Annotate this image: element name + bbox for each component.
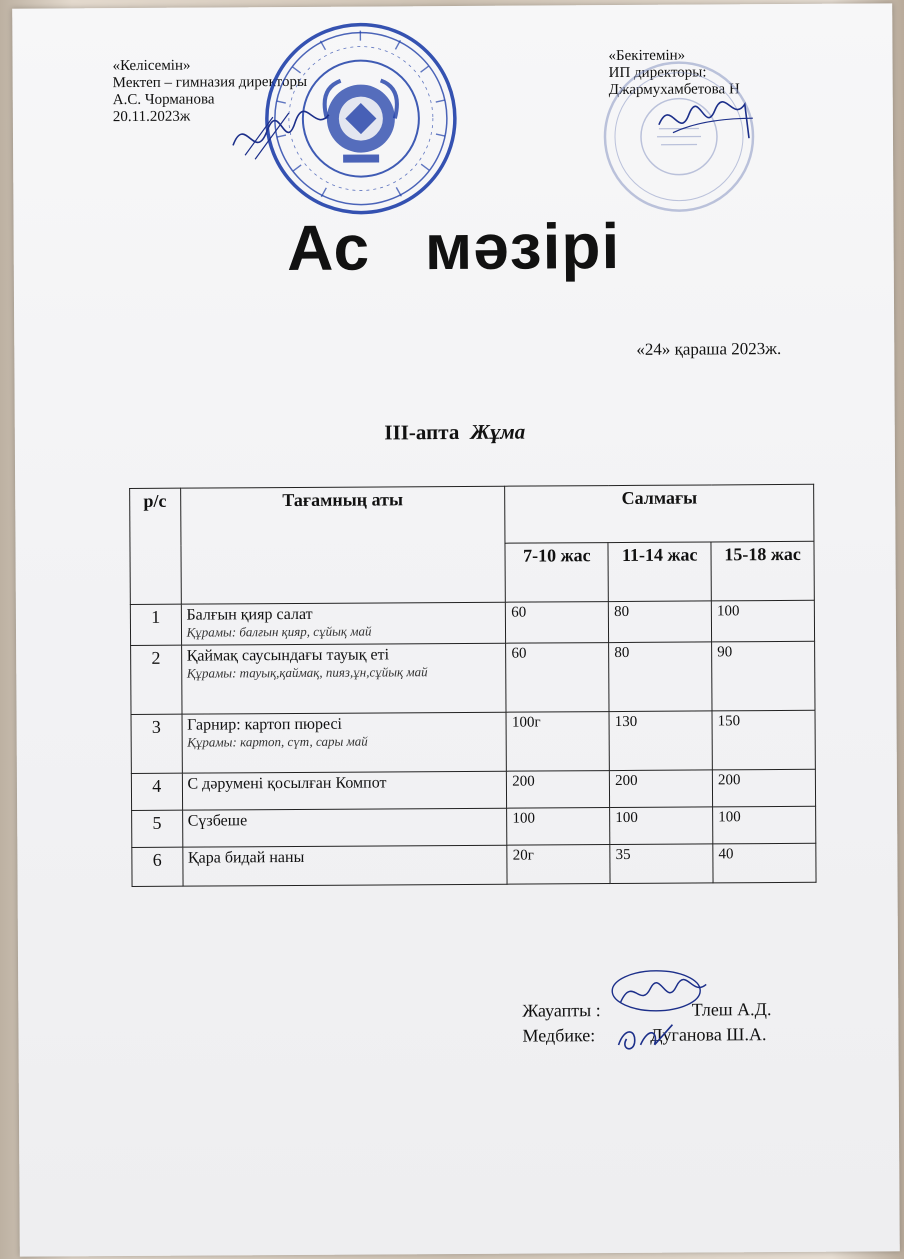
weight-7-10: 60: [506, 643, 609, 713]
dish-composition: Құрамы: тауық,қаймақ, пияз,ұн,сұйық май: [186, 664, 428, 681]
weight-7-10: 100: [507, 808, 610, 846]
weight-11-14: 130: [609, 711, 712, 771]
dish-composition: Құрамы: картоп, сүт, сары май: [187, 733, 368, 750]
approval-right-label: «Бекітемін»: [608, 47, 686, 65]
weight-15-18: 100: [713, 806, 816, 844]
dish-name: Балғын қияр салат: [186, 605, 313, 624]
document-page: [12, 3, 900, 1256]
row-number: 2: [131, 645, 182, 714]
dish-cell: [181, 643, 506, 714]
header-age-15-18: 15-18 жас: [711, 541, 814, 601]
week-day: Жұма: [470, 419, 526, 444]
weight-11-14: 80: [609, 601, 712, 643]
weight-7-10: 100г: [506, 712, 609, 772]
nurse-label: Медбике:: [522, 1025, 596, 1046]
table-row: [131, 769, 815, 810]
table-row: [131, 641, 815, 714]
weight-15-18: 40: [713, 843, 816, 883]
director-signature: [225, 93, 335, 174]
row-number: 6: [132, 847, 183, 886]
week-heading: [15, 417, 895, 447]
weight-11-14: 35: [610, 844, 713, 884]
dish-name: Қара бидай наны: [187, 848, 305, 867]
header-age-7-10: 7-10 жас: [505, 543, 608, 603]
menu-table: [129, 484, 816, 887]
dish-cell: [182, 771, 507, 810]
table-row: [132, 806, 816, 847]
table-row: [131, 710, 815, 773]
responsible-name: Тлеш А.Д.: [691, 999, 772, 1020]
dish-cell: [181, 602, 506, 645]
weight-11-14: 100: [610, 807, 713, 845]
header-number: р/с: [130, 488, 181, 604]
header-dish-name: Тағамның аты: [180, 486, 506, 604]
menu-date: «24» қараша 2023ж.: [636, 339, 782, 359]
approval-right-line1: ИП директоры:: [608, 64, 707, 82]
header-weight: Салмағы: [505, 484, 814, 543]
row-number: 5: [132, 810, 183, 847]
dish-composition: Құрамы: балғын қияр, сұйық май: [186, 623, 372, 640]
table-row: [130, 600, 814, 645]
responsible-label: Жауапты :: [522, 1000, 601, 1021]
table-row: [132, 843, 816, 886]
row-number: 4: [131, 773, 182, 810]
weight-15-18: 200: [712, 769, 815, 807]
approval-left-line2: А.С. Чорманова: [112, 91, 215, 109]
weight-11-14: 80: [609, 642, 712, 712]
table-header-row: [130, 484, 814, 545]
approval-left-label: «Келісемін»: [112, 57, 191, 75]
weight-7-10: 20г: [507, 845, 610, 885]
row-number: 3: [131, 714, 182, 773]
dish-cell: [182, 808, 507, 847]
dish-name: Гарнир: картоп пюресі: [187, 715, 343, 734]
week-label: III-апта: [384, 419, 460, 445]
weight-15-18: 150: [712, 710, 815, 770]
approval-left-line1: Мектеп – гимназия директоры: [112, 73, 308, 92]
page-title: Ас мәзірі: [286, 209, 621, 285]
weight-7-10: 60: [506, 602, 609, 644]
dish-name: С дәрумені қосылған Компот: [187, 774, 387, 793]
header-age-11-14: 11-14 жас: [608, 542, 711, 602]
approval-right-line2: Джармухамбетова Н: [608, 81, 740, 99]
dish-name: Қаймақ саусындағы тауық еті: [186, 646, 390, 665]
approver-signature: [653, 88, 763, 149]
nurse-signature: [614, 1021, 684, 1057]
approval-left-line3: 20.11.2023ж: [112, 108, 191, 126]
weight-15-18: 90: [712, 641, 815, 711]
dish-cell: [182, 712, 507, 773]
weight-15-18: 100: [711, 600, 814, 642]
nurse-name: Дуганова Ш.А.: [650, 1024, 767, 1045]
weight-7-10: 200: [507, 771, 610, 809]
responsible-signature: [606, 964, 716, 1025]
dish-name: Сүзбеше: [187, 812, 248, 830]
row-number: 1: [130, 604, 181, 645]
dish-cell: [182, 845, 507, 886]
weight-11-14: 200: [610, 770, 713, 808]
